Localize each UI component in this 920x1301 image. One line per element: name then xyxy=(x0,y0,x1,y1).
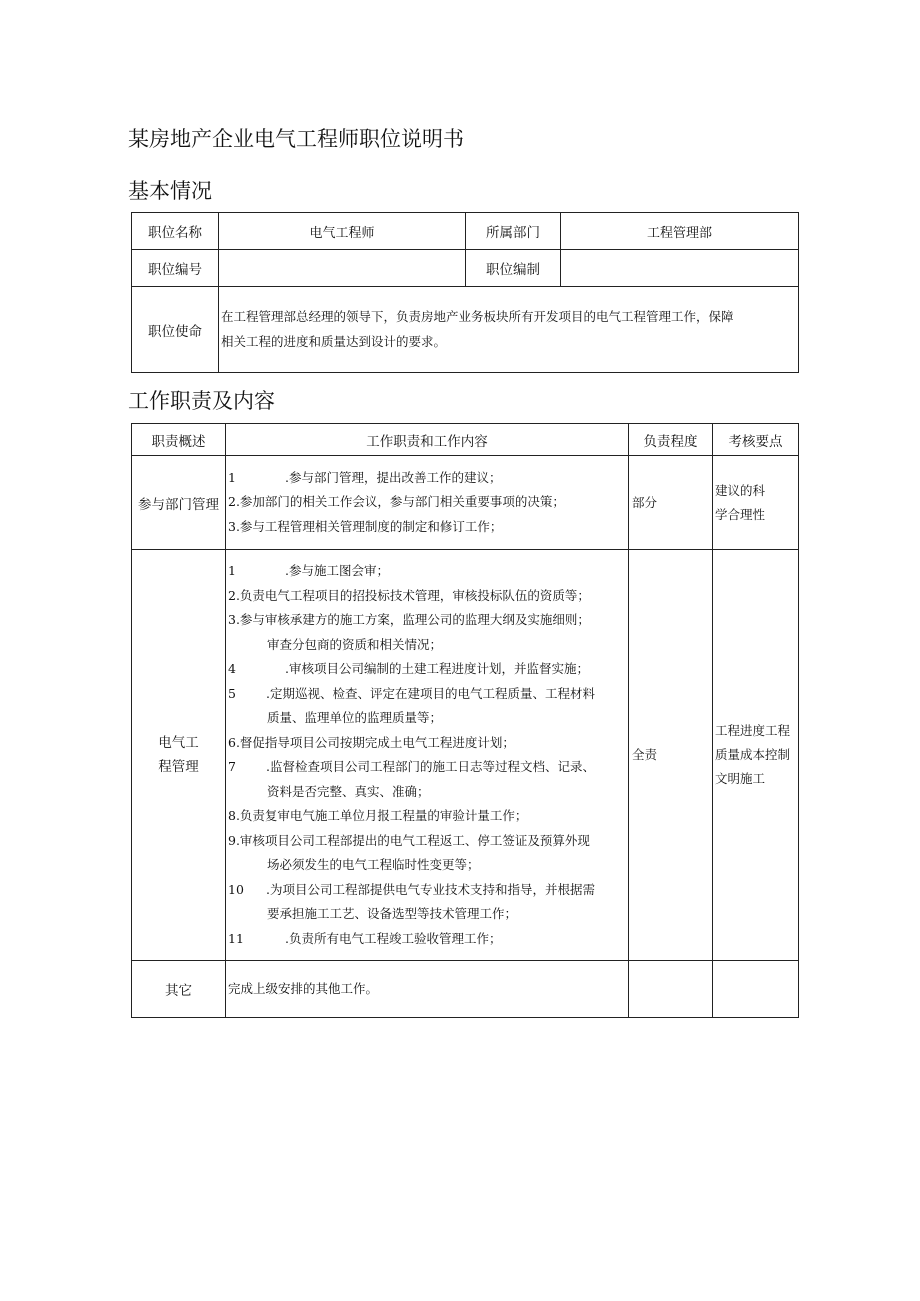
duty-item-continued: 审查分包商的资质和相关情况； xyxy=(267,636,443,652)
duty-item-continued: 要承担施工工艺、设备选型等技术管理工作； xyxy=(267,906,518,921)
position-code-label: 职位编号 xyxy=(132,250,219,287)
basic-info-table xyxy=(131,212,799,373)
duty-items-other xyxy=(226,961,629,1018)
document-title: 某房地产企业电气工程师职位说明书 xyxy=(128,127,464,151)
degree-electrical: 全责 xyxy=(629,550,713,961)
header-assessment: 考核要点 xyxy=(713,424,799,456)
section-heading-duties: 工作职责及内容 xyxy=(128,389,275,413)
mission-label: 职位使命 xyxy=(132,287,219,373)
header-content: 工作职责和工作内容 xyxy=(226,424,629,456)
duties-table xyxy=(131,423,799,1018)
assessment-other xyxy=(713,961,799,1018)
duty-item-continued: 资料是否完整、真实、准确； xyxy=(267,783,430,799)
duty-item: 2.负责电气工程项目的招投标技术管理，审核投标队伍的资质等； xyxy=(228,587,590,603)
duty-item: 完成上级安排的其他工作。 xyxy=(228,980,379,996)
duty-item: 10 .为项目公司工程部提供电气专业技术支持和指导，并根据需 xyxy=(228,881,595,897)
position-code-value xyxy=(219,250,466,287)
department-label: 所属部门 xyxy=(466,213,561,250)
duty-item: 9.审核项目公司工程部提出的电气工程返工、停工签证及预算外现 xyxy=(228,832,590,848)
duty-item: 2.参加部门的相关工作会议，参与部门相关重要事项的决策； xyxy=(228,494,565,510)
position-name-value: 电气工程师 xyxy=(219,213,466,250)
duty-item: 11 .负责所有电气工程竣工验收管理工作； xyxy=(228,930,502,946)
assessment-electrical: 工程进度工程 质量成本控制 文明施工 xyxy=(713,550,799,961)
degree-dept: 部分 xyxy=(629,456,713,550)
headcount-value xyxy=(561,250,799,287)
department-value: 工程管理部 xyxy=(561,213,799,250)
duty-item: 4 .审核项目公司编制的土建工程进度计划，并监督实施； xyxy=(228,661,589,676)
mission-line: 相关工程的进度和质量达到设计的要求。 xyxy=(221,333,447,349)
duty-items-electrical xyxy=(226,550,629,961)
duty-item: 3.参与审核承建方的施工方案，监理公司的监理大纲及实施细则； xyxy=(228,612,590,627)
duty-items-dept xyxy=(226,456,629,550)
duty-item-continued: 场必须发生的电气工程临时性变更等； xyxy=(267,857,480,872)
summary-other: 其它 xyxy=(132,961,226,1018)
section-heading-basic-info: 基本情况 xyxy=(128,179,212,203)
duty-item: 7 .监督检查项目公司工程部门的施工日志等过程文档、记录、 xyxy=(228,759,595,774)
duty-item: 1 .参与施工图会审； xyxy=(228,563,389,578)
duty-item: 6.督促指导项目公司按期完成土电气工程进度计划； xyxy=(228,734,515,750)
degree-other xyxy=(629,961,713,1018)
mission-line: 在工程管理部总经理的领导下，负责房地产业务板块所有开发项目的电气工程管理工作，保障 xyxy=(221,309,734,324)
duty-item: 3.参与工程管理相关管理制度的制定和修订工作； xyxy=(228,518,503,534)
mission-text xyxy=(219,287,799,373)
assessment-dept: 建议的科 学合理性 xyxy=(713,456,799,550)
summary-dept-management: 参与部门管理 xyxy=(132,456,226,550)
duty-item: 5 .定期巡视、检查、评定在建项目的电气工程质量、工程材料 xyxy=(228,685,595,701)
header-summary: 职责概述 xyxy=(132,424,226,456)
duty-item: 1 .参与部门管理，提出改善工作的建议； xyxy=(228,469,502,485)
headcount-label: 职位编制 xyxy=(466,250,561,287)
summary-electrical: 电气工 程管理 xyxy=(132,550,226,961)
position-name-label: 职位名称 xyxy=(132,213,219,250)
duty-item-continued: 质量、监理单位的监理质量等； xyxy=(267,710,443,725)
duty-item: 8.负责复审电气施工单位月报工程量的审验计量工作； xyxy=(228,808,528,823)
header-degree: 负责程度 xyxy=(629,424,713,456)
